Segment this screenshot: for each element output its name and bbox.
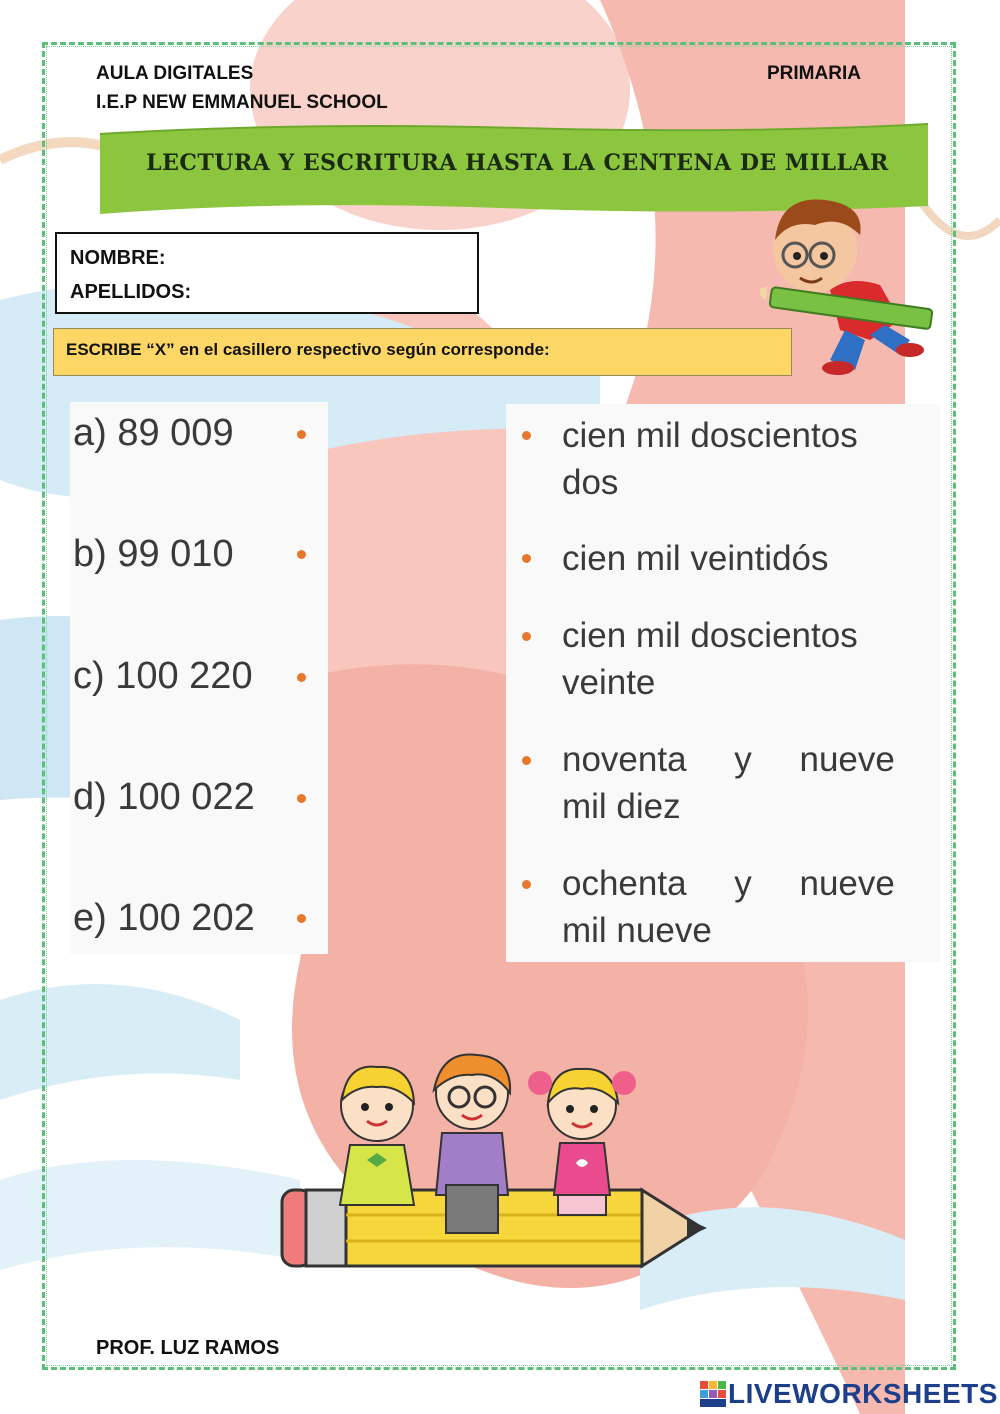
bullet-desc-5[interactable] [522,880,531,889]
bullet-d[interactable] [297,794,306,803]
descriptions-panel [506,404,940,962]
number-item-a: a) 89 009 [73,412,234,454]
bullet-c[interactable] [297,673,306,682]
description-3-line1: cien mil doscientos [562,616,858,655]
description-1-line2: dos [562,463,619,502]
school-program: AULA DIGITALES [96,63,254,84]
instruction-banner: ESCRIBE “X” en el casillero respectivo según corresponde: [53,328,792,376]
description-5-line1-text: ochenta y nueve [562,864,895,903]
description-5-line1 [562,860,926,907]
student-name-box [55,232,479,314]
bullet-a[interactable] [297,430,306,439]
number-item-e: e) 100 202 [73,897,255,939]
description-item-4 [562,736,926,830]
bullet-desc-2[interactable] [522,554,531,563]
liveworksheets-watermark: LIVEWORKSHEETS [728,1378,998,1409]
description-item-2 [562,535,926,582]
number-item-c: c) 100 220 [73,655,253,697]
description-item-5 [562,860,926,954]
apellidos-label: APELLIDOS: [70,281,192,303]
bullet-desc-4[interactable] [522,756,531,765]
liveworksheets-logo-icon [700,1381,726,1407]
number-item-d: d) 100 022 [73,776,255,818]
kids-on-pencil-illustration [262,1045,712,1275]
description-4-line1 [562,736,926,783]
description-item-3 [562,612,926,706]
bullet-desc-1[interactable] [522,431,531,440]
worksheet-title: LECTURA Y ESCRITURA HASTA LA CENTENA DE MILLAR [146,150,889,176]
numbers-panel [70,402,328,954]
teacher-name: PROF. LUZ RAMOS [96,1337,280,1359]
description-4-line1-text: noventa y nueve [562,740,895,779]
description-2-line1: cien mil veintidós [562,539,829,578]
bullet-e[interactable] [297,914,306,923]
description-5-line2: mil nueve [562,911,712,950]
description-4-line2: mil diez [562,787,681,826]
bullet-b[interactable] [297,550,306,559]
nombre-label: NOMBRE: [70,247,166,269]
description-1-line1: cien mil doscientos [562,416,858,455]
school-name: I.E.P NEW EMMANUEL SCHOOL [96,92,388,113]
description-3-line2: veinte [562,663,656,702]
description-item-1 [562,412,926,506]
number-item-b: b) 99 010 [73,533,234,575]
bullet-desc-3[interactable] [522,632,531,641]
level-label: PRIMARIA [767,63,861,84]
